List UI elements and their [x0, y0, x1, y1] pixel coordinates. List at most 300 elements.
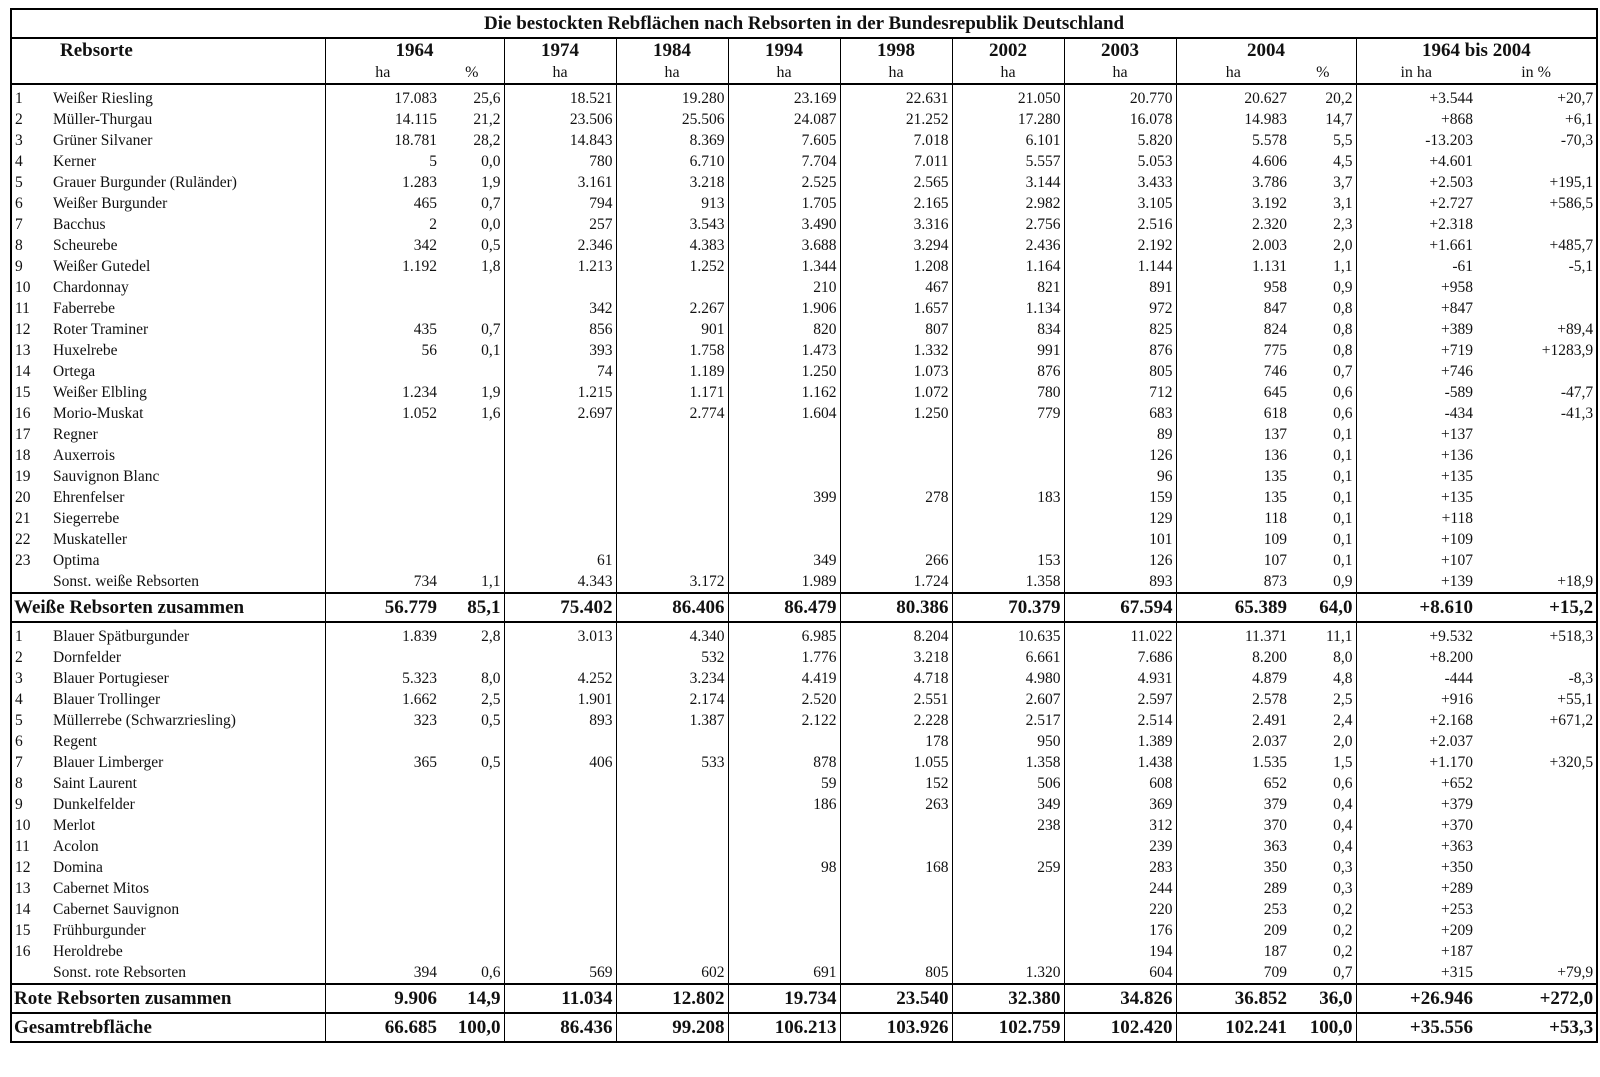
cell-value: 893	[504, 710, 616, 731]
cell-value: 891	[1064, 277, 1176, 298]
cell-value	[325, 878, 440, 899]
white-variety-row	[11, 151, 1597, 172]
row-number: 23	[11, 550, 53, 571]
cell-value: 135	[1176, 466, 1290, 487]
cell-value: 2.982	[952, 193, 1064, 214]
cell-value: +379	[1356, 794, 1476, 815]
cell-value: 394	[325, 962, 440, 984]
cell-value	[325, 487, 440, 508]
cell-value: +746	[1356, 361, 1476, 382]
cell-value: 253	[1176, 899, 1290, 920]
cell-value	[325, 529, 440, 550]
cell-value: 876	[1064, 340, 1176, 361]
total-value: 32.380	[952, 984, 1064, 1013]
cell-value: 3.013	[504, 622, 616, 647]
cell-value: 0,9	[1333, 572, 1353, 590]
cell-value: 278	[840, 487, 952, 508]
cell-value: 370	[1176, 815, 1290, 836]
cell-value: 2,0	[1333, 732, 1353, 750]
cell-value: 220	[1064, 899, 1176, 920]
total-value: 86.406	[616, 593, 728, 622]
cell-value: 1,6	[481, 404, 501, 422]
cell-value	[616, 445, 728, 466]
cell-value: 8,0	[481, 669, 501, 687]
cell-value: 2,5	[481, 690, 501, 708]
cell-value: +719	[1356, 340, 1476, 361]
variety-name: Blauer Limberger	[53, 753, 164, 771]
variety-name: Weißer Elbling	[53, 383, 147, 401]
cell-value: 4.606	[1176, 151, 1290, 172]
cell-value: 3.172	[616, 571, 728, 593]
cell-value: 893	[1064, 571, 1176, 593]
cell-value: 4.383	[616, 235, 728, 256]
variety-name: Weißer Burgunder	[53, 194, 168, 212]
total-value: 85,1	[440, 593, 504, 622]
cell-value	[325, 836, 440, 857]
cell-value: 3,7	[1333, 173, 1353, 191]
cell-value: +320,5	[1476, 752, 1597, 773]
cell-value: 3.433	[1064, 172, 1176, 193]
cell-value: 873	[1176, 571, 1290, 593]
cell-value: 0,1	[1333, 509, 1353, 527]
variety-name: Grauer Burgunder (Ruländer)	[53, 173, 237, 191]
cell-value	[1476, 815, 1597, 836]
cell-value: 2,0	[1333, 236, 1353, 254]
cell-value: 1.073	[840, 361, 952, 382]
cell-value: 506	[952, 773, 1064, 794]
cell-value: 21.050	[952, 84, 1064, 109]
cell-value: 0,3	[1333, 879, 1353, 897]
cell-value: 0,2	[1333, 942, 1353, 960]
cell-value: 61	[504, 550, 616, 571]
cell-value	[728, 529, 840, 550]
cell-value: 3.688	[728, 235, 840, 256]
cell-value: 4.718	[840, 668, 952, 689]
cell-value: 1,1	[481, 572, 501, 590]
variety-name: Dunkelfelder	[53, 795, 135, 813]
cell-value: +2.727	[1356, 193, 1476, 214]
cell-value: 0,1	[1333, 488, 1353, 506]
cell-value: 209	[1176, 920, 1290, 941]
cell-value: 8,0	[1333, 648, 1353, 666]
cell-value	[1476, 445, 1597, 466]
cell-value	[1476, 508, 1597, 529]
cell-value	[952, 508, 1064, 529]
cell-value	[1476, 361, 1597, 382]
unit-row	[11, 63, 1597, 84]
cell-value: 3.316	[840, 214, 952, 235]
cell-value: 312	[1064, 815, 1176, 836]
cell-value: 2.228	[840, 710, 952, 731]
cell-value: 1,1	[1333, 257, 1353, 275]
cell-value	[504, 466, 616, 487]
cell-value: 363	[1176, 836, 1290, 857]
cell-value	[952, 899, 1064, 920]
cell-value: 0,7	[1333, 963, 1353, 981]
cell-value: 1,8	[481, 257, 501, 275]
cell-value	[325, 815, 440, 836]
cell-value: 0,6	[1333, 383, 1353, 401]
cell-value	[440, 857, 504, 878]
red-variety-row	[11, 962, 1597, 984]
cell-value	[325, 794, 440, 815]
cell-value	[728, 899, 840, 920]
variety-name: Frühburgunder	[53, 921, 146, 939]
cell-value: 14,7	[1325, 110, 1353, 128]
cell-value	[440, 920, 504, 941]
cell-value: 25,6	[473, 89, 501, 107]
cell-value: 775	[1176, 340, 1290, 361]
cell-value: 1.171	[616, 382, 728, 403]
cell-value: 652	[1176, 773, 1290, 794]
total-value: +26.946	[1356, 984, 1476, 1013]
cell-value: 0,5	[481, 753, 501, 771]
cell-value	[952, 424, 1064, 445]
vineyard-area-table	[10, 8, 1598, 1043]
row-number: 11	[11, 836, 53, 857]
cell-value: 1.320	[952, 962, 1064, 984]
cell-value: 807	[840, 319, 952, 340]
cell-value	[616, 899, 728, 920]
cell-value: 1,5	[1333, 753, 1353, 771]
cell-value: 1.358	[952, 752, 1064, 773]
total-value: 36.852	[1176, 984, 1290, 1013]
cell-value: 2.565	[840, 172, 952, 193]
cell-value: 107	[1176, 550, 1290, 571]
cell-value: 825	[1064, 319, 1176, 340]
variety-name: Kerner	[53, 152, 97, 170]
cell-value: +209	[1356, 920, 1476, 941]
cell-value: 244	[1064, 878, 1176, 899]
cell-value	[840, 899, 952, 920]
row-number: 13	[11, 878, 53, 899]
cell-value: 1.052	[325, 403, 440, 424]
cell-value: 109	[1176, 529, 1290, 550]
white-variety-row	[11, 445, 1597, 466]
cell-value: 7.686	[1064, 647, 1176, 668]
cell-value: 3.105	[1064, 193, 1176, 214]
cell-value: 7.704	[728, 151, 840, 172]
variety-name: Domina	[53, 858, 103, 876]
cell-value: +187	[1356, 941, 1476, 962]
cell-value: 5.557	[952, 151, 1064, 172]
cell-value: 350	[1176, 857, 1290, 878]
white-variety-row	[11, 193, 1597, 214]
cell-value	[728, 445, 840, 466]
cell-value: 21.252	[840, 109, 952, 130]
total-value: 100,0	[440, 1013, 504, 1042]
unit-ha: ha	[840, 63, 952, 84]
total-value: 56.779	[325, 593, 440, 622]
cell-value: 3.234	[616, 668, 728, 689]
row-number: 7	[11, 214, 53, 235]
row-number: 19	[11, 466, 53, 487]
cell-value: 159	[1064, 487, 1176, 508]
cell-value: +9.532	[1356, 622, 1476, 647]
cell-value	[1476, 647, 1597, 668]
cell-value: 4.931	[1064, 668, 1176, 689]
cell-value: 4.980	[952, 668, 1064, 689]
red-variety-row	[11, 773, 1597, 794]
cell-value	[504, 878, 616, 899]
total-value: 106.213	[728, 1013, 840, 1042]
cell-value: 5.578	[1176, 130, 1290, 151]
unit-pct: %	[440, 63, 504, 84]
cell-value	[325, 508, 440, 529]
cell-value: -434	[1356, 403, 1476, 424]
cell-value	[440, 529, 504, 550]
row-number: 13	[11, 340, 53, 361]
cell-value: 2.517	[952, 710, 1064, 731]
cell-value: 238	[952, 815, 1064, 836]
cell-value: +137	[1356, 424, 1476, 445]
cell-value	[325, 424, 440, 445]
row-number: 5	[11, 172, 53, 193]
cell-value	[325, 731, 440, 752]
cell-value: 2,8	[481, 627, 501, 645]
cell-value: 0,4	[1333, 795, 1353, 813]
variety-name: Chardonnay	[53, 278, 129, 296]
cell-value: 14.983	[1176, 109, 1290, 130]
cell-value	[325, 941, 440, 962]
cell-value	[840, 466, 952, 487]
cell-value: 194	[1064, 941, 1176, 962]
cell-value: 11,1	[1325, 627, 1353, 645]
cell-value: 0,8	[1333, 299, 1353, 317]
cell-value: 709	[1176, 962, 1290, 984]
cell-value: 2.578	[1176, 689, 1290, 710]
cell-value: 618	[1176, 403, 1290, 424]
white-variety-row	[11, 529, 1597, 550]
cell-value: 59	[728, 773, 840, 794]
cell-value: 5.323	[325, 668, 440, 689]
white-variety-row	[11, 256, 1597, 277]
cell-value	[440, 445, 504, 466]
cell-value: 4,5	[1333, 152, 1353, 170]
cell-value: 14.115	[325, 109, 440, 130]
cell-value	[504, 773, 616, 794]
cell-value: 2,3	[1333, 215, 1353, 233]
cell-value: 1.906	[728, 298, 840, 319]
cell-value	[504, 899, 616, 920]
cell-value: 467	[840, 277, 952, 298]
variety-name: Merlot	[53, 816, 96, 834]
cell-value	[440, 836, 504, 857]
white-variety-row	[11, 109, 1597, 130]
white-variety-row	[11, 298, 1597, 319]
cell-value: +315	[1356, 962, 1476, 984]
cell-value	[1476, 836, 1597, 857]
total-value: 102.241	[1176, 1013, 1290, 1042]
cell-value: -61	[1356, 256, 1476, 277]
cell-value: 1.662	[325, 689, 440, 710]
header-change-1964-2004: 1964 bis 2004	[1356, 38, 1597, 63]
variety-name: Grüner Silvaner	[53, 131, 153, 149]
unit-pct: %	[1290, 63, 1356, 84]
cell-value	[325, 277, 440, 298]
total-value: 36,0	[1290, 984, 1356, 1013]
variety-name: Blauer Trollinger	[53, 690, 161, 708]
cell-value: +847	[1356, 298, 1476, 319]
cell-value: 2	[325, 214, 440, 235]
cell-value	[616, 794, 728, 815]
cell-value: 25.506	[616, 109, 728, 130]
red-variety-row	[11, 899, 1597, 920]
white-variety-row	[11, 130, 1597, 151]
cell-value: 805	[1064, 361, 1176, 382]
cell-value: 1,9	[481, 173, 501, 191]
cell-value: 1.535	[1176, 752, 1290, 773]
variety-name: Weißer Gutedel	[53, 257, 151, 275]
cell-value: 7.011	[840, 151, 952, 172]
cell-value: 532	[616, 647, 728, 668]
cell-value: 178	[840, 731, 952, 752]
cell-value	[728, 508, 840, 529]
unit-in-ha: in ha	[1356, 63, 1476, 84]
cell-value: -444	[1356, 668, 1476, 689]
row-number: 22	[11, 529, 53, 550]
cell-value: 2.192	[1064, 235, 1176, 256]
cell-value: 1.758	[616, 340, 728, 361]
total-value: 14,9	[440, 984, 504, 1013]
cell-value: 3.161	[504, 172, 616, 193]
cell-value: +2.168	[1356, 710, 1476, 731]
header-row	[11, 38, 1597, 63]
cell-value: 266	[840, 550, 952, 571]
cell-value: 5.053	[1064, 151, 1176, 172]
cell-value: 1.215	[504, 382, 616, 403]
cell-value: 2.551	[840, 689, 952, 710]
cell-value: +118	[1356, 508, 1476, 529]
cell-value	[504, 941, 616, 962]
red-variety-row	[11, 689, 1597, 710]
row-number: 14	[11, 899, 53, 920]
red-variety-row	[11, 836, 1597, 857]
cell-value: 569	[504, 962, 616, 984]
cell-value: 2.346	[504, 235, 616, 256]
row-number	[11, 962, 53, 984]
cell-value: 1.776	[728, 647, 840, 668]
total-value: 66.685	[325, 1013, 440, 1042]
cell-value: 406	[504, 752, 616, 773]
cell-value: 0,7	[1333, 362, 1353, 380]
cell-value: 3.543	[616, 214, 728, 235]
cell-value: 1.724	[840, 571, 952, 593]
cell-value: +1.661	[1356, 235, 1476, 256]
cell-value: +652	[1356, 773, 1476, 794]
cell-value: 8.200	[1176, 647, 1290, 668]
cell-value	[1476, 550, 1597, 571]
variety-name: Dornfelder	[53, 648, 121, 666]
cell-value	[440, 878, 504, 899]
red-variety-row	[11, 941, 1597, 962]
cell-value: +1.170	[1356, 752, 1476, 773]
cell-value	[616, 941, 728, 962]
cell-value: 2.320	[1176, 214, 1290, 235]
total-value: +8.610	[1356, 593, 1476, 622]
total-value: 64,0	[1290, 593, 1356, 622]
cell-value: 1.162	[728, 382, 840, 403]
cell-value	[840, 836, 952, 857]
row-number: 10	[11, 815, 53, 836]
cell-value: 1.387	[616, 710, 728, 731]
cell-value: +6,1	[1476, 109, 1597, 130]
cell-value: 1.192	[325, 256, 440, 277]
variety-name: Siegerrebe	[53, 509, 120, 527]
cell-value: 2.774	[616, 403, 728, 424]
cell-value	[728, 731, 840, 752]
cell-value: 1.283	[325, 172, 440, 193]
total-value: 86.479	[728, 593, 840, 622]
red-variety-row	[11, 710, 1597, 731]
cell-value: 14.843	[504, 130, 616, 151]
cell-value	[504, 647, 616, 668]
row-number: 15	[11, 920, 53, 941]
cell-value	[1476, 899, 1597, 920]
cell-value	[504, 277, 616, 298]
cell-value: 1.657	[840, 298, 952, 319]
cell-value	[616, 773, 728, 794]
red-total-row	[11, 984, 1597, 1013]
cell-value: 533	[616, 752, 728, 773]
cell-value: +586,5	[1476, 193, 1597, 214]
cell-value: 399	[728, 487, 840, 508]
cell-value: 18.521	[504, 84, 616, 109]
white-total-row	[11, 593, 1597, 622]
cell-value	[840, 815, 952, 836]
cell-value: 11.022	[1064, 622, 1176, 647]
cell-value: -70,3	[1476, 130, 1597, 151]
cell-value: 712	[1064, 382, 1176, 403]
cell-value	[440, 508, 504, 529]
white-variety-row	[11, 235, 1597, 256]
row-number: 16	[11, 403, 53, 424]
cell-value: 137	[1176, 424, 1290, 445]
cell-value: 56	[325, 340, 440, 361]
cell-value	[1476, 277, 1597, 298]
cell-value: 23.506	[504, 109, 616, 130]
variety-name: Auxerrois	[53, 446, 115, 464]
cell-value: 23.169	[728, 84, 840, 109]
cell-value: 152	[840, 773, 952, 794]
cell-value: 22.631	[840, 84, 952, 109]
cell-value: 602	[616, 962, 728, 984]
cell-value: 0,0	[481, 215, 501, 233]
cell-value: 734	[325, 571, 440, 593]
total-value: 12.802	[616, 984, 728, 1013]
cell-value	[440, 298, 504, 319]
cell-value	[1476, 529, 1597, 550]
red-variety-row	[11, 622, 1597, 647]
cell-value: 6.661	[952, 647, 1064, 668]
cell-value: 2.516	[1064, 214, 1176, 235]
cell-value: 3,1	[1333, 194, 1353, 212]
cell-value: 435	[325, 319, 440, 340]
cell-value: 4.252	[504, 668, 616, 689]
cell-value: 1.344	[728, 256, 840, 277]
cell-value: 1.189	[616, 361, 728, 382]
total-value: 103.926	[840, 1013, 952, 1042]
cell-value	[440, 731, 504, 752]
variety-name: Sonst. rote Rebsorten	[53, 963, 187, 981]
cell-value: 1.604	[728, 403, 840, 424]
cell-value: 991	[952, 340, 1064, 361]
cell-value: 17.083	[325, 84, 440, 109]
cell-value	[440, 794, 504, 815]
vineyard-area-table-sheet	[10, 8, 1594, 1043]
cell-value	[1476, 941, 1597, 962]
cell-value: +139	[1356, 571, 1476, 593]
